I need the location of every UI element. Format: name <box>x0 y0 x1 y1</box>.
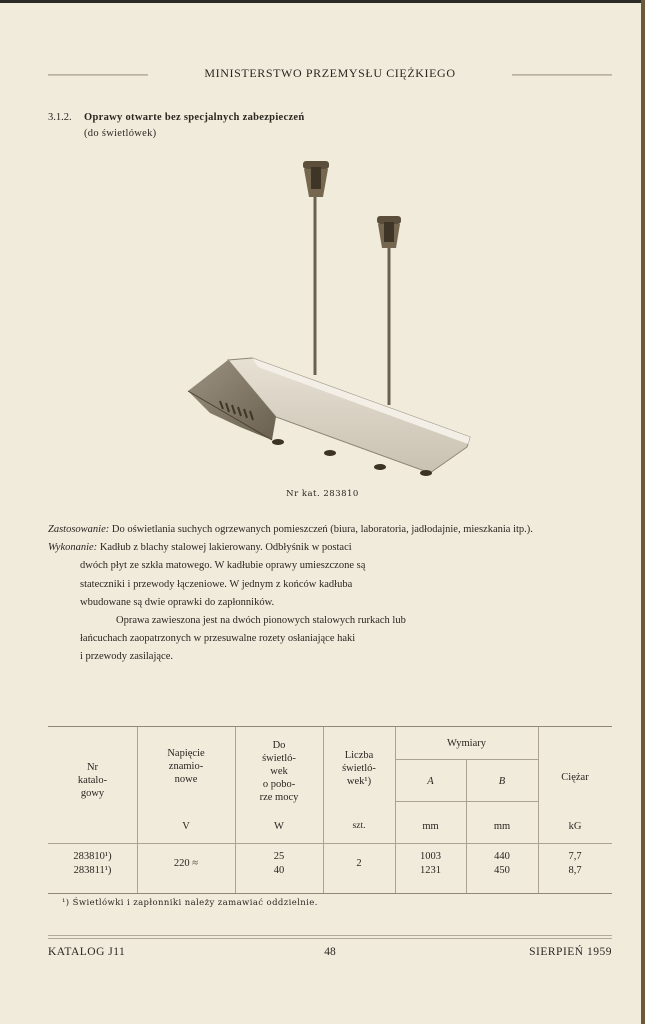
header-title: MINISTERSTWO PRZEMYSŁU CIĘŻKIEGO <box>204 66 456 80</box>
section-subheading: (do świetlówek) <box>84 128 157 139</box>
th-nr <box>48 761 137 800</box>
table-row-b: 450 <box>494 865 510 876</box>
usage-text: Do oświetlania suchych ogrzewanych pomieszczeń (biura, laboratoria, jadłodajnie, mieszkania itp.). <box>111 524 533 535</box>
th-dimensions: Wymiary <box>446 738 487 749</box>
section-heading: Oprawy otwarte bez specjalnych zabezpieczeń <box>84 112 305 123</box>
table-subheader-rule <box>395 759 538 760</box>
design-line: wbudowane są dwie oprawki do zapłonników. <box>80 596 275 608</box>
th-voltage-line: Napięcie <box>167 748 205 759</box>
cell-power <box>235 850 323 878</box>
th-voltage <box>137 747 235 786</box>
table-row-a: 1003 <box>420 851 441 862</box>
cell-weight <box>538 850 612 878</box>
design-line: Kadłub z blachy stalowej lakierowany. Odbłyśnik w postaci <box>99 542 352 554</box>
th-power-line: rze mocy <box>259 792 299 803</box>
description-block <box>48 521 612 667</box>
footer-date: SIERPIEŃ 1959 <box>529 946 612 958</box>
cell-count: 2 <box>356 858 362 869</box>
lamp-illustration <box>180 155 480 485</box>
th-power-line: wek <box>270 766 288 777</box>
unit-dim-a: mm <box>422 821 439 832</box>
design-label: Wykonanie: <box>48 542 98 554</box>
unit-count: szt. <box>352 821 366 831</box>
lamp-body <box>188 358 470 476</box>
th-weight: Ciężar <box>561 772 589 783</box>
footer-rule <box>48 935 612 936</box>
th-power-line: świetló- <box>262 753 296 764</box>
design-first-line <box>48 539 612 557</box>
footer-catalog: KATALOG J11 <box>48 946 126 958</box>
th-dim-b: B <box>498 776 506 787</box>
image-caption: Nr kat. 283810 <box>286 489 359 499</box>
th-count <box>323 749 395 788</box>
th-nr-line: katalo- <box>77 775 108 786</box>
th-voltage-line: nowe <box>174 774 198 785</box>
th-power-line: Do <box>272 740 286 751</box>
design-line: dwóch płyt ze szkła matowego. W kadłubie oprawy umieszczone są <box>80 560 366 572</box>
suspension-line: Oprawa zawieszona jest na dwóch pionowych stalowych rurkach lub <box>116 615 406 627</box>
suspension-line: i przewody zasilające. <box>80 651 173 663</box>
ceiling-rosette-right <box>377 216 401 248</box>
usage-paragraph <box>48 521 612 539</box>
spec-table <box>48 726 612 894</box>
th-dim-a: A <box>427 776 434 787</box>
th-count-line: Liczba <box>344 750 374 761</box>
table-row-power: 40 <box>273 865 285 876</box>
footer-page-number: 48 <box>324 946 336 958</box>
table-row-weight: 7,7 <box>568 851 582 862</box>
page-top-edge <box>0 0 645 3</box>
th-count-line: świetló- <box>342 763 376 774</box>
table-row-b: 440 <box>494 851 510 862</box>
unit-dim-b: mm <box>493 821 511 832</box>
ceiling-rosette-left <box>303 161 329 197</box>
unit-power: W <box>274 821 284 832</box>
table-footnote: ¹) Świetlówki i zapłonniki należy zamawiać oddzielnie. <box>62 898 318 908</box>
usage-label: Zastosowanie: <box>48 524 110 535</box>
cell-voltage: 220 ≈ <box>173 858 199 869</box>
cell-dim-a <box>395 850 466 878</box>
table-subheader-rule <box>395 801 538 802</box>
table-header-rule <box>48 843 612 844</box>
th-power-line: o pobo- <box>262 779 296 790</box>
section-number: 3.1.2. <box>48 112 72 123</box>
footer-rule <box>48 938 612 939</box>
table-row-weight: 8,7 <box>568 865 582 876</box>
table-row-nr: 283810¹) <box>73 851 112 862</box>
section-heading-block <box>48 110 305 142</box>
suspension-line: łańcuchach zaopatrzonych w przesuwalne rozety osłaniające haki <box>80 633 356 645</box>
th-voltage-line: znamio- <box>168 761 204 772</box>
th-count-line: wek¹) <box>346 776 372 787</box>
cell-nr <box>48 850 137 878</box>
table-row-power: 25 <box>273 851 285 862</box>
unit-voltage: V <box>182 821 190 832</box>
page-right-edge <box>641 0 645 1024</box>
th-nr-line: Nr <box>86 762 99 773</box>
cell-dim-b <box>466 850 538 878</box>
lamp-drawing <box>180 155 480 485</box>
design-line: stateczniki i przewody łączeniowe. W jednym z końców kadłuba <box>80 578 353 590</box>
unit-weight: kG <box>568 821 582 832</box>
th-nr-line: gowy <box>80 788 105 799</box>
page-header <box>48 66 612 82</box>
table-row-nr: 283811¹) <box>73 865 112 876</box>
table-row-a: 1231 <box>420 865 441 876</box>
th-power <box>235 739 323 804</box>
